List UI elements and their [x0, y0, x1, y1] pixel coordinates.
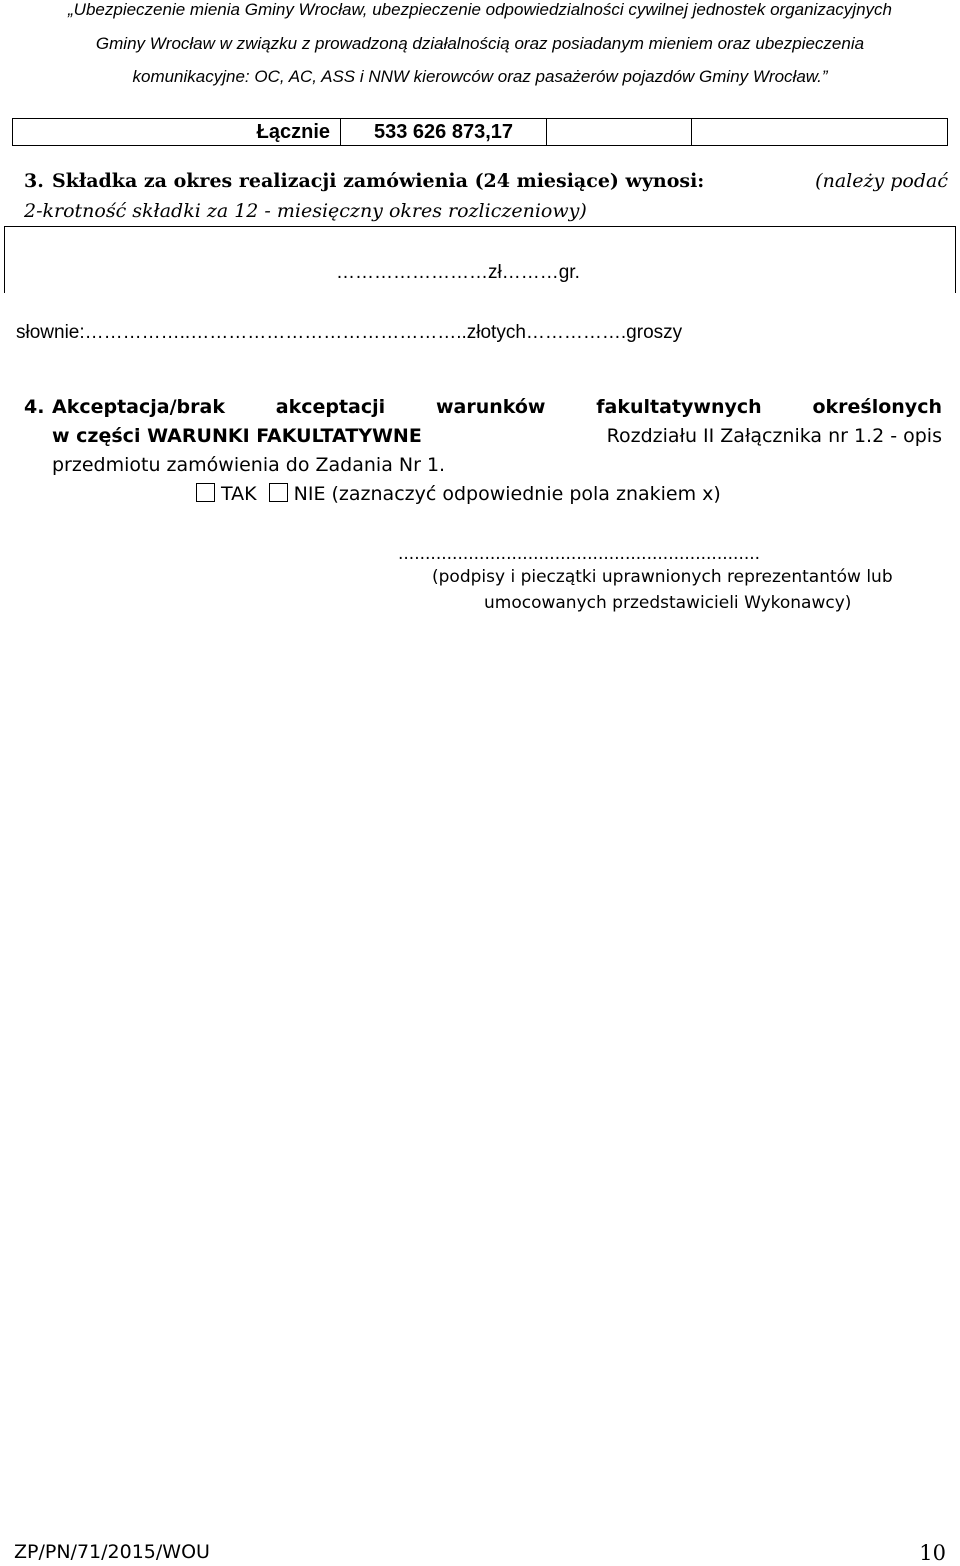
- signature-caption-2: umocowanych przedstawicieli Wykonawcy): [484, 593, 852, 613]
- header-line-1: „Ubezpieczenie mienia Gminy Wrocław, ubezpieczenie odpowiedzialności cywilnej jednostek organizacyjnych: [68, 0, 892, 19]
- page-number: 10: [919, 1541, 946, 1565]
- section-3-title: Składka za okres realizacji zamówienia (24 miesiące) wynosi:: [52, 170, 705, 192]
- signature-caption-1: (podpisy i pieczątki uprawnionych reprezentantów lub: [432, 567, 893, 587]
- section-4-number: 4.: [24, 396, 45, 418]
- nie-label: NIE (zaznaczyć odpowiednie pola znakiem x): [293, 483, 721, 505]
- header-line-2: Gminy Wrocław w związku z prowadzoną działalnością oraz posiadanym mieniem oraz ubezpieczenia: [95, 34, 865, 53]
- section-3-number: 3.: [24, 170, 44, 192]
- tak-checkbox[interactable]: [196, 483, 215, 502]
- section-4-line-1: Akceptacja/brak akceptacji warunków fakultatywnych określonych: [52, 396, 942, 418]
- totals-empty-cell-2: [692, 119, 948, 146]
- amount-line: ……………………zł………gr.: [336, 262, 580, 283]
- section-4-bold-reference: w części WARUNKI FAKULTATYWNE: [52, 425, 422, 447]
- section-3-note: (należy podać: [815, 170, 948, 192]
- totals-table: [12, 118, 948, 146]
- totals-label: Łącznie: [13, 119, 341, 146]
- signature-dots: ...................................................................: [398, 544, 761, 564]
- section-3-note-continued: 2-krotność składki za 12 - miesięczny okres rozliczeniowy): [24, 200, 587, 222]
- footer-reference: ZP/PN/71/2015/WOU: [14, 1541, 210, 1563]
- totals-empty-cell-1: [547, 119, 692, 146]
- accept-options: [196, 483, 721, 505]
- amount-in-words: słownie:……………..……………………………………..złotych…………….groszy: [16, 322, 683, 343]
- section-4-line-3: przedmiotu zamówienia do Zadania Nr 1.: [52, 454, 446, 476]
- totals-value: 533 626 873,17: [341, 119, 547, 146]
- header-line-3: komunikacyjne: OC, AC, ASS i NNW kierowców oraz pasażerów pojazdów Gminy Wrocław.”: [132, 67, 828, 86]
- section-4-line-2-rest: Rozdziału II Załącznika nr 1.2 - opis: [606, 425, 942, 447]
- tak-label: TAK: [221, 483, 257, 505]
- nie-checkbox[interactable]: [269, 483, 288, 502]
- section-4-line-2: [52, 425, 942, 447]
